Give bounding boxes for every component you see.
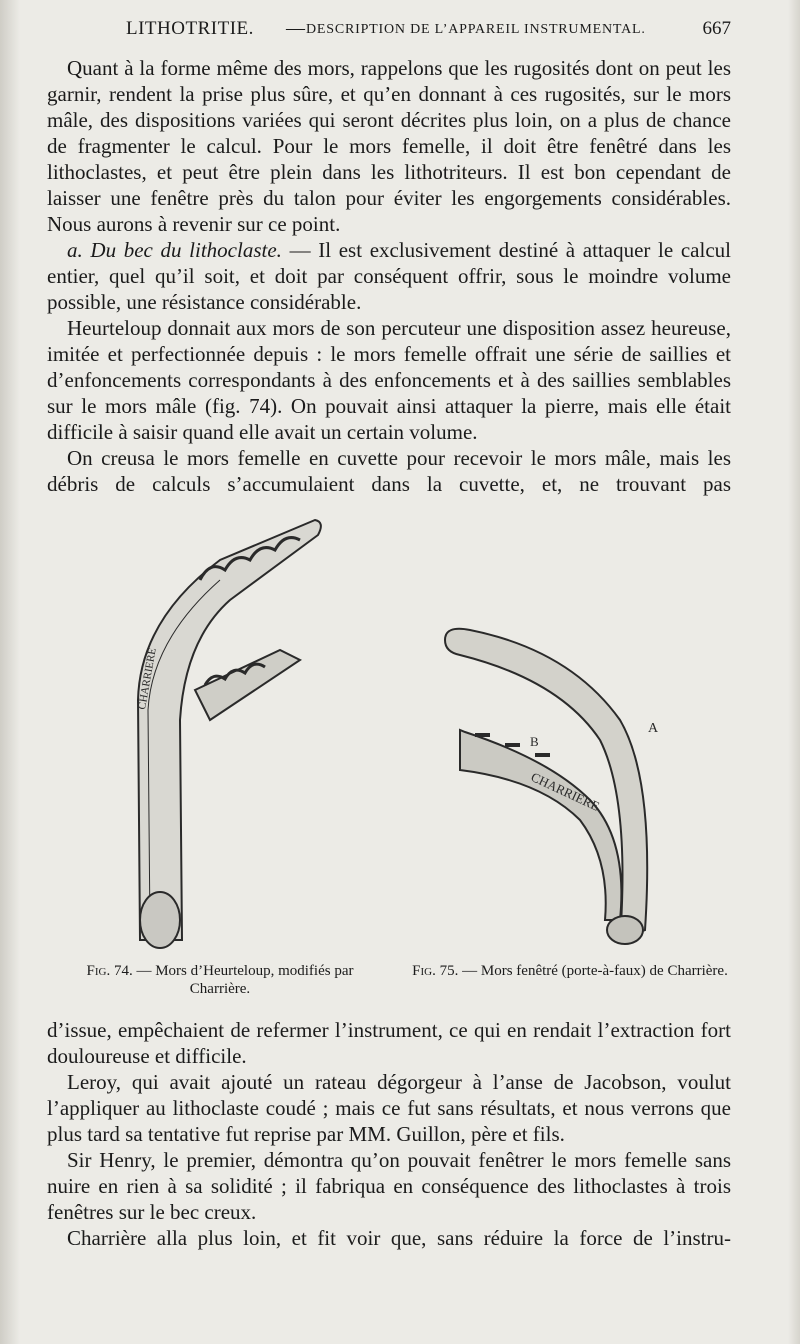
fig-74-caption-label: Fig. 74. [86, 963, 133, 979]
figure-engravings [100, 500, 740, 960]
figure-captions [0, 962, 800, 1002]
fig-74-caption [60, 962, 380, 998]
running-head [48, 14, 731, 44]
page-number: 667 [702, 18, 731, 39]
paragraph-2 [47, 237, 731, 315]
paragraph-2-text: — Il est exclusivement destiné à attaquer le calcul entier, quel qu’il soit, et doit par conséquent offrir, sous le moindre volume possible, une résistance considérable. [47, 238, 731, 314]
figure-area [100, 500, 740, 960]
fig-75-engraving: CHARRIERE [528, 769, 602, 814]
fig-74-drawing [136, 520, 321, 948]
fig-75-caption-text: — Mors fenêtré (porte-à-faux) de Charrière. [458, 963, 728, 979]
paragraph-3: Heurteloup donnait aux mors de son percuteur une disposition assez heureuse, imitée et perfectionnée depuis : le mors femelle offrait une série de saillies et d’enfoncements correspondants à des enfoncements et à des saillies semblables sur le mors mâle (fig. 74). On pouvait ainsi attaquer la pierre, mais elle était difficile à saisir quand elle avait un certain volume. [47, 316, 731, 444]
running-head-dash: — [286, 18, 305, 39]
fig-74-caption-text: — Mors d’Heurteloup, modifiés par Charrière. [132, 963, 354, 997]
paragraph-5: d’issue, empêchaient de refermer l’instrument, ce qui en rendait l’extraction fort douloureuse et difficile. [47, 1018, 731, 1068]
paragraph-2-label: a. Du bec du lithoclaste. [67, 238, 282, 262]
fig-75-label-a: A [648, 721, 659, 736]
paragraph-7: Sir Henry, le premier, démontra qu’on pouvait fenêtrer le mors femelle sans nuire en rien à sa solidité ; il fabriqua en conséquence des lithoclastes à trois fenêtres sur le bec creux. [47, 1148, 731, 1224]
page-edge-shadow [788, 0, 800, 1344]
paragraph-4: On creusa le mors femelle en cuvette pour recevoir le mors mâle, mais les débris de calculs s’accumulaient dans la cuvette, et, ne trouvant pas [47, 446, 731, 496]
running-head-subtitle: DESCRIPTION DE L’APPAREIL INSTRUMENTAL. [306, 22, 646, 37]
fig-75-caption-label: Fig. 75. [412, 963, 459, 979]
page-binding-shadow [0, 0, 20, 1344]
running-head-title: LITHOTRITIE. [126, 18, 254, 39]
fig-74-engraving: CHARRIERE [136, 647, 159, 711]
fig-75-drawing [445, 629, 659, 944]
fig-75-caption [410, 962, 730, 980]
fig-75-label-b: B [530, 734, 539, 749]
paragraph-8: Charrière alla plus loin, et fit voir que, sans réduire la force de l’instru- [67, 1226, 731, 1250]
paragraph-6: Leroy, qui avait ajouté un rateau dégorgeur à l’anse de Jacobson, voulut l’appliquer au lithoclaste coudé ; mais ce fut sans résultats, et nous verrons que plus tard sa tentative fut reprise par MM. Guillon, père et fils. [47, 1070, 731, 1146]
paragraph-1: Quant à la forme même des mors, rappelons que les rugosités dont on peut les garnir, rendent la prise plus sûre, et qu’en donnant à ces rugosités, sur le mors mâle, des dispositions variées qui seront décrites plus loin, on a plus de chance de fragmenter le calcul. Pour le mors femelle, il doit être fenêtré dans les lithoclastes, et peut être plein dans les lithotriteurs. Il est bon cependant de laisser une fenêtre près du talon pour éviter les engorgements considérables. Nous aurons à revenir sur ce point. [47, 56, 731, 236]
